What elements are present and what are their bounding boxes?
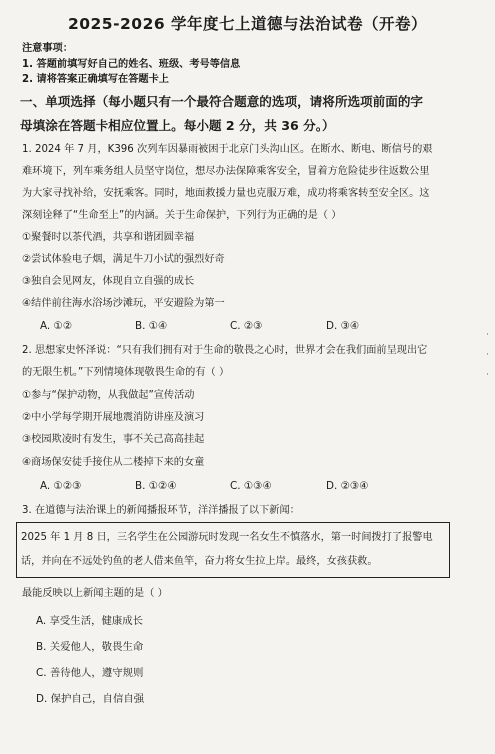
- q2-statement-4: ④商场保安徒手接住从二楼掉下来的女童: [22, 457, 205, 468]
- q2-statement-3: ③校园欺凌时有发生，事不关己高高挂起: [22, 434, 205, 445]
- q2-stem-line2: 的无限生机。”下列情境体现敬畏生命的有（ ）: [22, 367, 230, 378]
- notice-item-1: 1. 答题前填写好自己的姓名、班级、考号等信息: [22, 59, 241, 70]
- q2-statement-2: ②中小学每学期开展地震消防讲座及演习: [22, 412, 205, 423]
- binding-dot-mark: ·: [486, 370, 489, 380]
- q3-option-c: C. 善待他人，遵守规则: [36, 667, 144, 679]
- section-heading-line1: 一、单项选择（每小题只有一个最符合题意的选项，请将所选项前面的字: [20, 94, 423, 109]
- q1-stem-line1: 1. 2024 年 7 月，K396 次列车因暴雨被困于北京门头沟山区。在断水、断电、断信号的艰: [22, 144, 433, 155]
- q2-option-b: B. ①②④: [135, 480, 177, 492]
- q2-option-c: C. ①③④: [230, 480, 272, 492]
- q3-question: 最能反映以上新闻主题的是（ ）: [22, 588, 168, 599]
- q1-statement-1: ①聚餐时以茶代酒，共享和谐团圆幸福: [22, 232, 195, 243]
- q2-option-a: A. ①②③: [40, 480, 82, 492]
- q1-option-a: A. ①②: [40, 320, 73, 332]
- news-line1: 2025 年 1 月 8 日，三名学生在公园游玩时发现一名女生不慎落水，第一时间拨打了报警电: [21, 532, 433, 543]
- q1-statement-4: ④结伴前往海水浴场沙滩玩，平安避险为第一: [22, 298, 225, 309]
- q1-stem-line2: 难环境下，列车乘务组人员坚守岗位，想尽办法保障乘客安全，冒着方危险徒步往返数公里: [22, 166, 430, 177]
- news-line2: 话，并向在不远处钓鱼的老人借来鱼竿，奋力将女生拉上岸。最终，女孩获救。: [21, 556, 378, 567]
- q3-stem: 3. 在道德与法治课上的新闻播报环节，洋洋播报了以下新闻：: [22, 505, 300, 516]
- q2-statement-1: ①参与“保护动物，从我做起”宣传活动: [22, 390, 195, 401]
- q1-option-b: B. ①④: [135, 320, 168, 332]
- notice-item-2: 2. 请将答案正确填写在答题卡上: [22, 74, 169, 85]
- q1-stem-line3: 为大家寻找补给，安抚乘客。同时，地面救援力量也克服万难，成功将乘客转至安全区。这: [22, 188, 430, 199]
- notice-heading: 注意事项：: [22, 43, 73, 54]
- section-heading-line2: 母填涂在答题卡相应位置上。每小题 2 分，共 36 分。）: [20, 118, 335, 133]
- q1-statement-3: ③独自会见网友，体现自立自强的成长: [22, 276, 195, 287]
- q3-option-d: D. 保护自己，自信自强: [36, 693, 145, 705]
- q1-stem-line4: 深刻诠释了“生命至上”的内涵。关于生命保护，下列行为正确的是（ ）: [22, 210, 342, 221]
- q1-option-c: C. ②③: [230, 320, 263, 332]
- binding-dot-mark: ·: [486, 350, 489, 360]
- news-box: [16, 522, 450, 578]
- q3-option-b: B. 关爱他人，敬畏生命: [36, 641, 144, 653]
- q2-stem-line1: 2. 思想家史怀泽说：“只有我们拥有对于生命的敬畏之心时，世界才会在我们面前呈现出它: [22, 345, 428, 356]
- q1-statement-2: ②尝试体验电子烟，满足牛刀小试的强烈好奇: [22, 254, 225, 265]
- exam-title: 2025-2026 学年度七上道德与法治试卷（开卷）: [67, 15, 428, 33]
- q3-option-a: A. 享受生活，健康成长: [36, 615, 144, 627]
- binding-dot-mark: ·: [486, 330, 489, 340]
- q2-option-d: D. ②③④: [326, 480, 369, 492]
- q1-option-d: D. ③④: [326, 320, 360, 332]
